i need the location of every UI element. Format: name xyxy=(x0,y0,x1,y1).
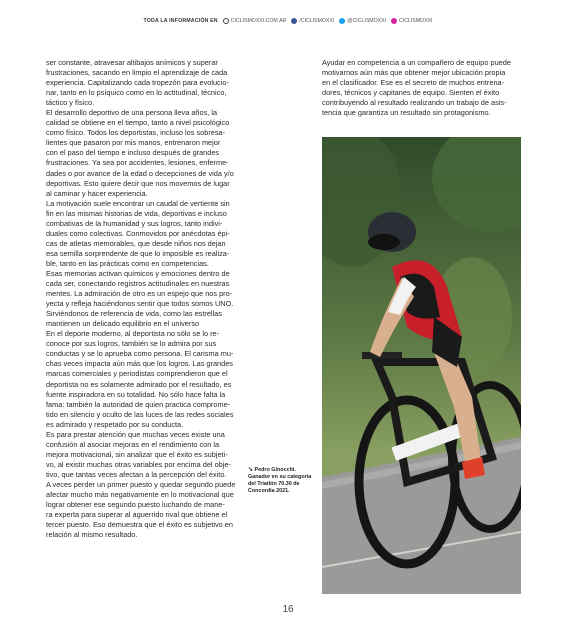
cyclist-illustration xyxy=(322,137,521,594)
text-line: tercer puesto. Eso demuestra que el éxito es subjetivo en xyxy=(46,520,233,530)
text-line: fuente inspiradora en su totalidad. No sólo hace falta la xyxy=(46,389,226,399)
text-line: chas veces impacta aún más que los logros. Las grandes xyxy=(46,359,233,369)
text-line: relación al mismo resultado. xyxy=(46,530,138,540)
text-line: La motivación suele encontrar un caudal de vertiente sin xyxy=(46,198,230,208)
text-line: mejora motivacional, sin analizar que el éxito es subjeti- xyxy=(46,449,228,459)
facebook-icon xyxy=(291,18,297,24)
page-header xyxy=(0,14,576,28)
text-line: marcas comerciales y periodistas comprendieron que el xyxy=(46,369,228,379)
text-line: al caminar y hacer experiencia. xyxy=(46,188,148,198)
caption-line-1: Pedro Ginocchi. xyxy=(254,467,296,473)
header-facebook[interactable] xyxy=(291,18,334,24)
text-line: cada ser, conectando registros actitudinales en nuestras xyxy=(46,279,230,289)
text-line: yecta y refleja haciéndonos sentir que todos somos UNO. xyxy=(46,299,234,309)
instagram-icon xyxy=(391,18,397,24)
text-line: cas de atletas memorables, que desde niños nos dejan xyxy=(46,238,226,248)
photo-caption xyxy=(248,467,320,495)
header-twitter[interactable] xyxy=(339,18,386,24)
text-line: mentes. La admiración de otro es un espejo que nos pro- xyxy=(46,289,233,299)
text-line: esa semilla sorprendente de que lo imposible es realiza- xyxy=(46,248,230,258)
text-line: nar, tanto en lo psíquico como en lo actitudinal, técnico, xyxy=(46,88,227,98)
text-line: táctico y físico. xyxy=(46,98,95,108)
text-line: deportivas. Esto quiere decir que nos movemos de lugar xyxy=(46,178,230,188)
text-line: combativas de la humanidad y sus logros, tanto indivi- xyxy=(46,218,223,228)
header-website-label: CICLISMOXXI.COM.AR xyxy=(230,18,287,24)
text-line: mantienen un delicado equilibrio en el universo xyxy=(46,319,200,329)
caption-arrow-icon: ➘ xyxy=(248,467,254,473)
text-line: frustraciones. Ya sea por accidentes, lesiones, enferme- xyxy=(46,158,229,168)
text-line: vo, al existir muchas otras variables por encima del obje- xyxy=(46,459,231,469)
caption-line-4: Concordia 2021. xyxy=(248,488,290,494)
text-line: Es para prestar atención que muchas veces existe una xyxy=(46,429,225,439)
text-line: afectar mucho más negativamente en lo motivacional que xyxy=(46,490,234,500)
text-line: fin en las mismas historias de vida, deportivas e incluso xyxy=(46,208,227,218)
text-line: ser constante, atravesar altibajos anímicos y superar xyxy=(46,58,218,67)
right-column-text xyxy=(322,58,522,118)
page-number: 16 xyxy=(282,604,294,615)
text-line: experiencia. Capitalizando cada tropezón para evolucio- xyxy=(46,78,229,88)
text-line: conductas y se lo aprueba como persona. El carisma mu- xyxy=(46,349,234,359)
text-line: ble, tanto en las prácticas como en competencias. xyxy=(46,258,209,268)
cyclist-photo xyxy=(322,137,521,594)
text-line: lograr obtener ese segundo puesto luchando de mane- xyxy=(46,500,225,510)
text-line: confusión al asociar mejoras en el rendimiento con la xyxy=(46,439,220,449)
text-line: conoce por sus logros, también se lo admira por sus xyxy=(46,339,217,349)
text-line: El desarrollo deportivo de una persona lleva años, la xyxy=(46,108,218,118)
text-line: ra experta para superar al aguerrido rival que obtiene el xyxy=(46,510,228,520)
globe-icon xyxy=(223,18,229,24)
text-line: como físico. Todos los deportistas, incluso los sobresa- xyxy=(46,128,226,138)
text-line: dores, técnicos y capitanes de equipo. Sienten el éxito xyxy=(322,88,500,98)
text-line: Sirviéndonos de referencia de vida, como las estrellas xyxy=(46,309,222,319)
text-line: tido en silencio y oculto de las luces de las redes sociales xyxy=(46,409,234,419)
twitter-icon xyxy=(339,18,345,24)
text-line: contribuyendo al resultado realizando un trabajo de asis- xyxy=(322,98,507,108)
header-facebook-label: /CICLISMOXXI xyxy=(299,18,335,24)
text-line: deportista no es solamente admirado por el resultado, es xyxy=(46,379,232,389)
text-line: con el paso del tiempo e incluso después de grandes xyxy=(46,148,220,158)
text-line: dades o por avance de la edad o decepciones de vida y/o xyxy=(46,168,234,178)
header-website[interactable] xyxy=(223,18,287,24)
text-line: En el deporte moderno, al deportista no sólo se lo re- xyxy=(46,329,220,339)
caption-line-2: Ganador en su categoría xyxy=(248,474,312,480)
caption-line-3: del Triatlón 70.30 de xyxy=(248,481,300,487)
header-twitter-label: @CICLISMOXXI xyxy=(347,18,387,24)
text-line: tencia que garantiza un resultado sin protagonismo. xyxy=(322,108,491,118)
text-line: fama: también la autoridad de quien practica comprome- xyxy=(46,399,231,409)
text-line: es admirado y respetado por su conducta. xyxy=(46,419,184,429)
text-line: duales como colectivas. Conmovidos por anécdotas épi- xyxy=(46,228,230,238)
text-line: Ayudar en competencia a un compañero de equipo puede xyxy=(322,58,511,67)
header-instagram[interactable] xyxy=(391,18,432,24)
text-line: frustraciones, sacando en limpio el aprendizaje de cada xyxy=(46,68,228,78)
text-line: calidad se obtiene en el tiempo, tanto a nivel psicológico xyxy=(46,118,230,128)
text-line: Esas memorias activan químicos y emociones dentro de xyxy=(46,268,230,278)
text-line: motivarnos aún más que obtener mejor ubicación propia xyxy=(322,68,506,78)
text-line: en el clasificador. Ese es el secreto de muchos entrena- xyxy=(322,78,505,88)
text-line: lientes que pasaron por mis manos, entrenaron mejor xyxy=(46,138,221,148)
header-instagram-label: CICLISMOXXI xyxy=(399,18,433,24)
text-line: A veces perder un primer puesto y quedar segundo puede xyxy=(46,479,236,489)
header-lead: TODA LA INFORMACIÓN EN xyxy=(143,18,218,24)
text-line: tivo, que tantas veces afectan a la percepción del éxito. xyxy=(46,469,227,479)
